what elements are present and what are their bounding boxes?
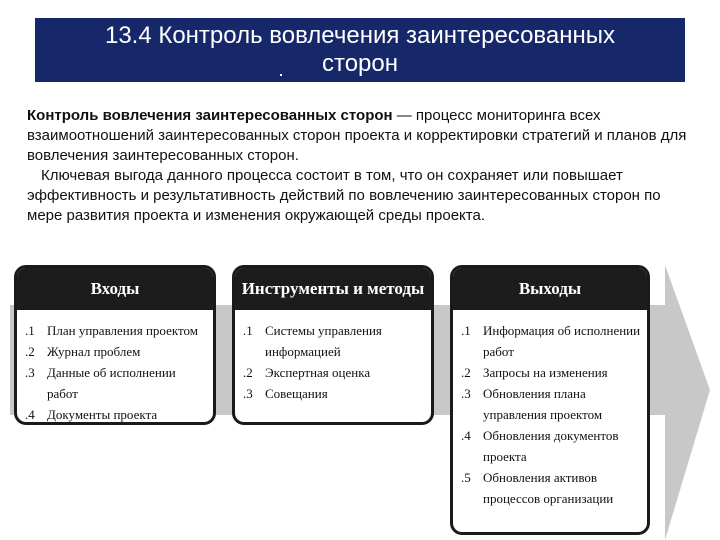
title-line-2: сторон: [321, 50, 399, 77]
inputs-list: [17, 310, 213, 425]
tools-list: [235, 310, 431, 404]
item-number: .2: [25, 344, 35, 359]
list-item: [25, 320, 207, 341]
bold-term: Контроль вовлечения заинтересованных сторон: [27, 107, 393, 124]
outputs-header: Выходы: [453, 268, 647, 310]
list-item: [461, 425, 641, 467]
item-text: Обновления документов проекта: [483, 428, 619, 464]
list-item: [461, 362, 641, 383]
item-text: Системы управления информацией: [265, 323, 382, 359]
item-text: Совещания: [265, 386, 328, 401]
list-item: [25, 404, 207, 425]
list-item: [461, 383, 641, 425]
item-text: Экспертная оценка: [265, 365, 371, 380]
item-number: .2: [461, 365, 471, 380]
item-number: .4: [25, 407, 35, 422]
description-text: [27, 106, 697, 226]
item-text: Запросы на изменения: [483, 365, 608, 380]
item-text: Журнал проблем: [47, 344, 141, 359]
list-item: [461, 320, 641, 362]
inputs-box: [14, 265, 216, 425]
item-text: Обновления плана управления проектом: [483, 386, 603, 422]
item-number: .1: [243, 323, 253, 338]
title-line-1: 13.4 Контроль вовлечения заинтересованных: [104, 22, 616, 49]
item-number: .1: [461, 323, 471, 338]
tools-header: Инструменты и методы: [235, 268, 431, 310]
item-text: План управления проектом: [47, 323, 198, 338]
item-number: .3: [461, 386, 471, 401]
item-text: Документы проекта: [47, 407, 158, 422]
slide-title: [35, 18, 685, 82]
list-item: [243, 383, 425, 404]
title-dot: [280, 74, 282, 76]
list-item: [25, 362, 207, 404]
outputs-box: [450, 265, 650, 535]
item-number: .1: [25, 323, 35, 338]
list-item: [243, 320, 425, 362]
tools-box: [232, 265, 434, 425]
outputs-list: [453, 310, 647, 509]
item-text: Данные об исполнении работ: [47, 365, 176, 401]
item-number: .3: [25, 365, 35, 380]
definition-text: — процесс мониторинга всех взаимоотношений заинтересованных сторон проекта и корректировки стратегий и планов для вовлечения заинтересованных сторон.: [27, 107, 687, 164]
benefit-text: Ключевая выгода данного процесса состоит в том, что он сохраняет или повышает эффективность и результативность действий по вовлечению заинтересованных сторон по мере развития проекта и изменения окружающей среды проекта.: [27, 167, 661, 224]
item-number: .3: [243, 386, 253, 401]
list-item: [25, 341, 207, 362]
item-text: Информация об исполнении работ: [483, 323, 641, 359]
item-number: .5: [461, 470, 471, 485]
list-item: [243, 362, 425, 383]
item-text: Обновления активов процессов организации: [483, 470, 614, 506]
inputs-header: Входы: [17, 268, 213, 310]
item-number: .4: [461, 428, 471, 443]
item-number: .2: [243, 365, 253, 380]
list-item: [461, 467, 641, 509]
